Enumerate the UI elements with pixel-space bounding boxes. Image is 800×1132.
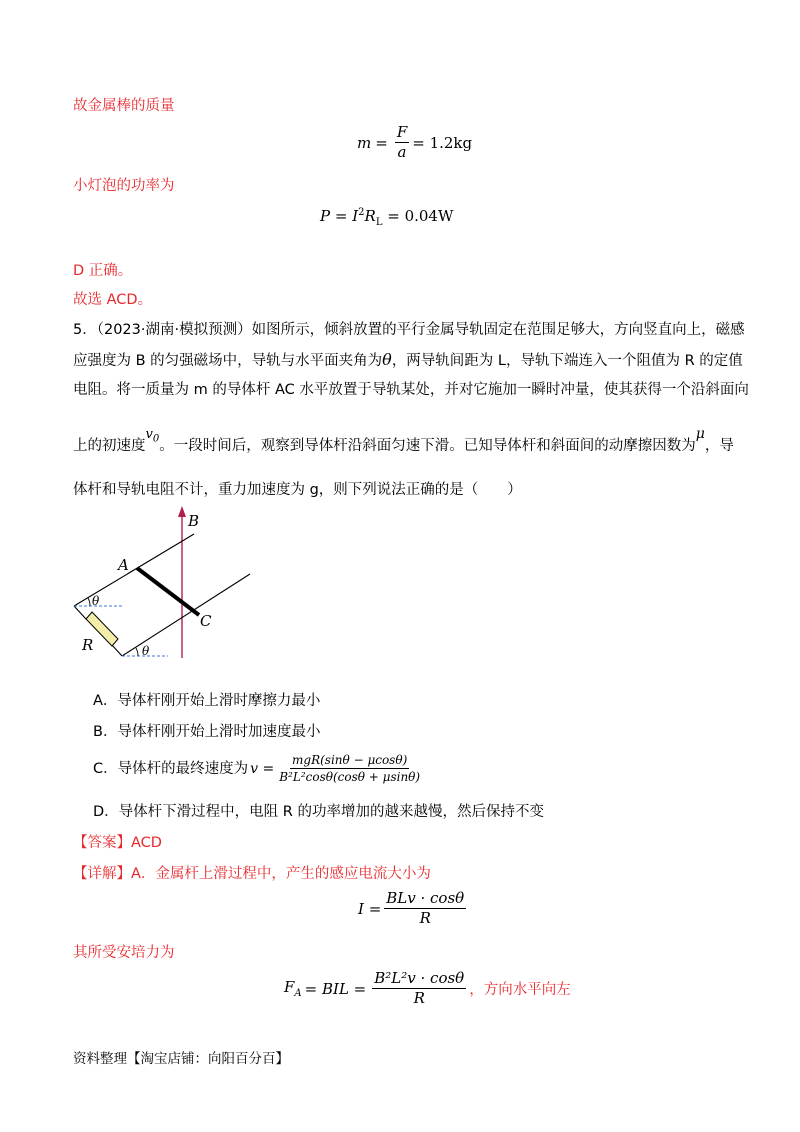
eq-mass-lhs: m: [357, 133, 372, 152]
eq-current-den: R: [419, 909, 431, 927]
equation-force: [284, 970, 571, 1007]
option-a: A．导体杆刚开始上滑时摩擦力最小: [93, 693, 321, 709]
eq-mass-rhs: = 1.2kg: [412, 133, 473, 152]
eq-mass-num: F: [396, 123, 408, 141]
b-field-arrowhead: [178, 506, 186, 517]
question-5-line-5: 体杆和导轨电阻不计，重力加速度为 g，则下列说法正确的是（ ）: [73, 482, 522, 498]
d-correct-line: D 正确。: [73, 263, 133, 279]
q5-line4a: 上的初速度: [73, 438, 146, 454]
footer-source: 资料整理【淘宝店铺：向阳百分百】: [73, 1051, 289, 1067]
eq-current-lhs: I =: [358, 899, 382, 918]
wire-right: [112, 645, 122, 656]
eq-power-rhs: = 0.04W: [387, 207, 454, 225]
option-c-den: B²L²cosθ(cosθ + μsinθ): [279, 770, 421, 784]
detail-line: [73, 864, 431, 884]
label-a: A: [118, 556, 129, 574]
eq-power-lhs: P: [320, 207, 331, 225]
eq-current-num: BLv · cosθ: [386, 889, 465, 907]
q5-mu: μ: [695, 426, 705, 442]
q5-line4c: ，导: [704, 438, 734, 454]
option-c-num: mgR(sinθ − μcosθ): [292, 753, 408, 767]
answer-value: ACD: [131, 835, 162, 851]
eq-force-note: ，方向水平向左: [469, 982, 571, 998]
equation-current: [358, 890, 469, 927]
option-c: [93, 753, 425, 784]
mass-label: 故金属棒的质量: [73, 98, 175, 114]
eq-power-I-exp: 2: [358, 207, 365, 218]
q5-v0: $v_0$: [145, 427, 160, 445]
label-theta-2: θ: [142, 644, 150, 658]
option-c-lhs: v =: [250, 760, 275, 777]
eq-power-I: I: [352, 207, 359, 225]
q5-line2-text: 应强度为 B 的匀强磁场中，导轨与水平面夹角为: [73, 353, 383, 369]
label-c: C: [200, 612, 212, 630]
angle-arc-1: [88, 598, 90, 606]
eq-mass-equals: =: [375, 133, 388, 152]
detail-text: A．金属杆上滑过程中，产生的感应电流大小为: [131, 866, 431, 882]
rod-ac: [137, 568, 199, 615]
option-b: B．导体杆刚开始上滑时加速度最小: [93, 724, 321, 740]
equation-mass: [357, 124, 472, 161]
question-5-line-2: [73, 350, 743, 371]
q5-line4b: 。一段时间后，观察到导体杆沿斜面匀速下滑。已知导体杆和斜面间的动摩擦因数为: [159, 438, 696, 454]
eq-force-den: R: [413, 989, 425, 1007]
q5-theta: θ: [382, 350, 392, 369]
q5-line2b-text: ，两导轨间距为 L，导轨下端连入一个阻值为 R 的定值: [391, 353, 743, 369]
option-c-prefix: C．导体杆的最终速度为: [93, 760, 249, 777]
question-5-line-1: 5．（2023·湖南·模拟预测）如图所示，倾斜放置的平行金属导轨固定在范围足够大，方向竖直向上，磁感: [73, 322, 745, 338]
label-r: R: [82, 636, 94, 654]
question-5-line-3: 电阻。将一质量为 m 的导体杆 AC 水平放置于导轨某处，并对它施加一瞬时冲量，使其获得一个沿斜面向: [73, 382, 749, 398]
eq-mass-den: a: [397, 143, 407, 161]
angle-arc-2: [136, 648, 138, 656]
equation-power: $P = I^2R_L = 0.04W$: [320, 207, 454, 228]
eq-force-mid: = BIL =: [304, 979, 367, 998]
question-5-line-4: [73, 426, 734, 462]
label-theta-1: θ: [92, 594, 100, 608]
eq-force-num: B²L²v · cosθ: [374, 969, 465, 987]
choose-line: 故选 ACD。: [73, 292, 153, 308]
eq-power-R: R: [364, 207, 376, 225]
rail-figure: [60, 500, 260, 665]
option-d: D．导体杆下滑过程中，电阻 R 的功率增加的越来越慢，然后保持不变: [93, 804, 544, 820]
eq-force-lhs: $F_A$: [284, 978, 302, 999]
answer-line: [73, 833, 162, 853]
eq-power-R-sub: L: [375, 217, 383, 228]
wire-left: [74, 606, 86, 619]
detail-bracket: 【详解】: [73, 866, 131, 882]
answer-bracket: 【答案】: [73, 835, 131, 851]
ampere-label: 其所受安培力为: [73, 945, 175, 961]
label-b: B: [188, 512, 200, 530]
power-label: 小灯泡的功率为: [73, 178, 175, 194]
